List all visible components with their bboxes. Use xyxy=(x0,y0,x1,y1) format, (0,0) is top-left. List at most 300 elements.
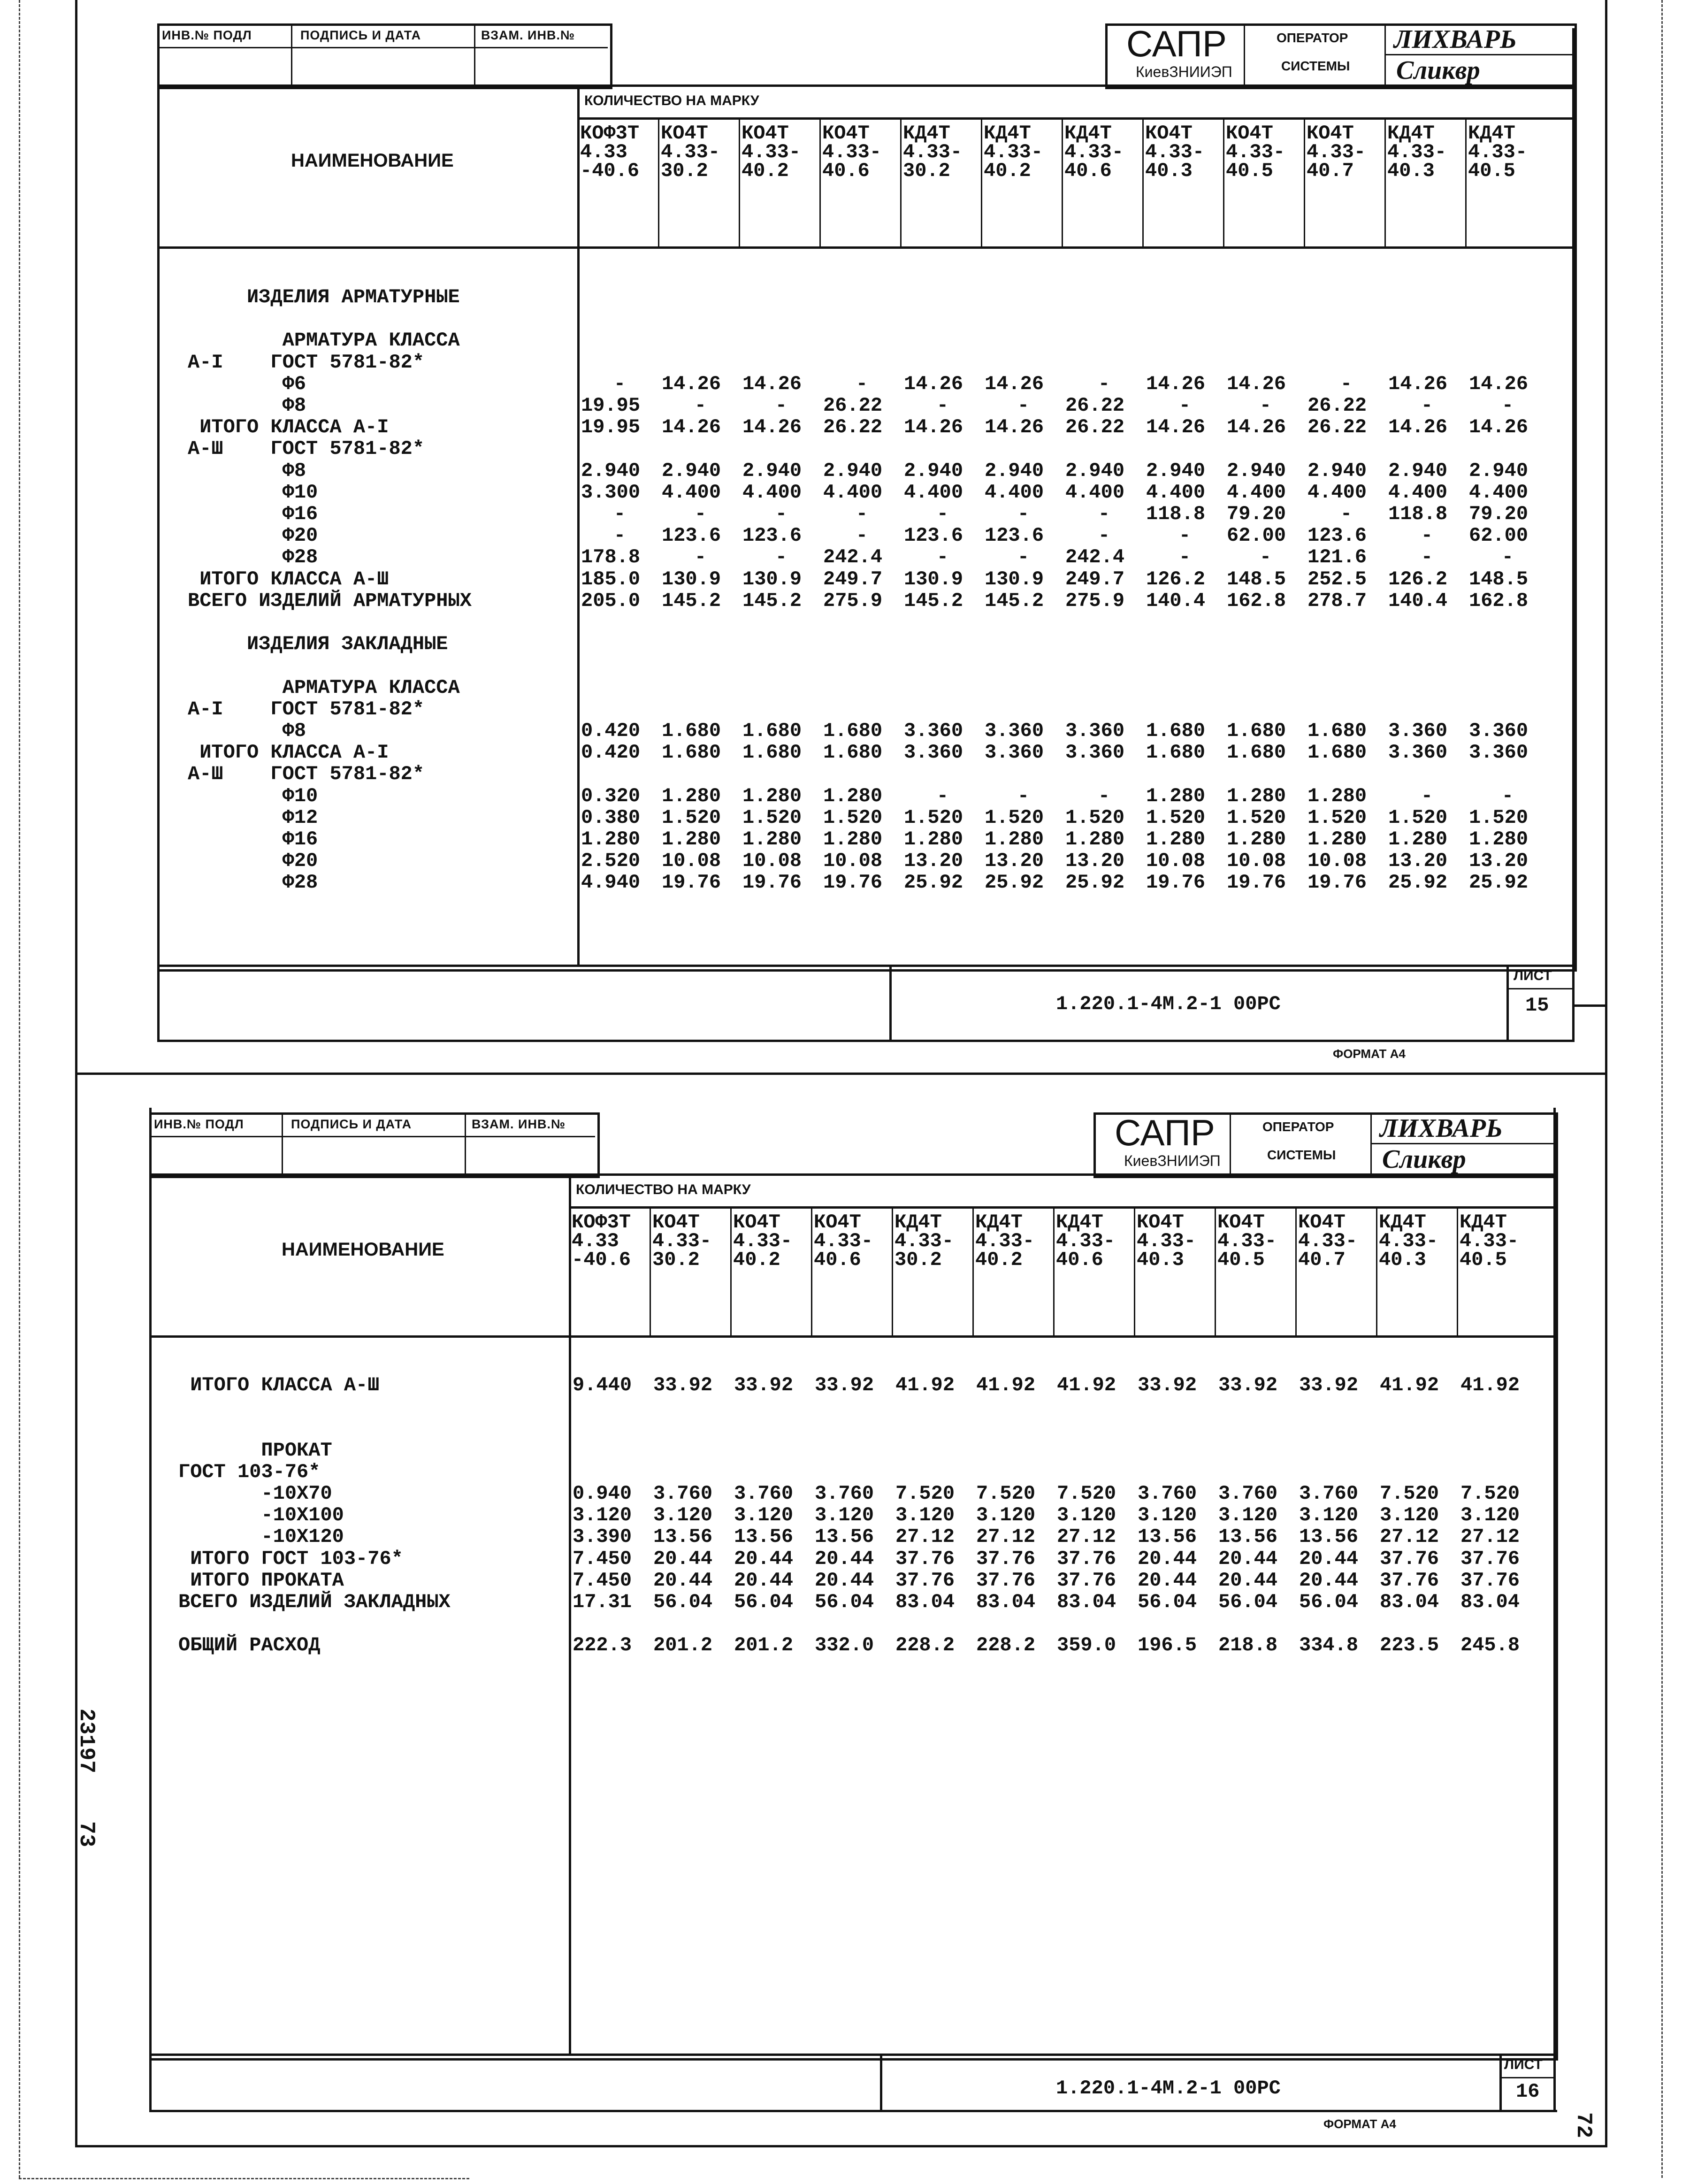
column-header-line: 4.33- xyxy=(742,141,801,163)
row-value: - xyxy=(1259,546,1272,569)
row-label: А-I ГОСТ 5781-82* xyxy=(188,697,425,720)
row-value: 1.280 xyxy=(742,784,802,807)
column-header-line: 4.33- xyxy=(895,1230,954,1252)
operator-name: ЛИХВАРЬ xyxy=(1394,25,1517,54)
row-value: 4.400 xyxy=(985,481,1044,504)
row-value: - xyxy=(1421,784,1433,807)
row-value: 83.04 xyxy=(1460,1591,1520,1613)
row-value: 13.56 xyxy=(1299,1525,1359,1548)
row-value: 2.940 xyxy=(1469,459,1529,482)
row-value: 2.940 xyxy=(581,459,641,482)
operator-label-2: ОПЕРАТОР xyxy=(1262,1119,1334,1134)
row-label: ИТОГО КЛАССА А-Ш xyxy=(178,1374,380,1396)
row-value: 83.04 xyxy=(1057,1591,1116,1613)
row-label: Ф10 xyxy=(188,784,318,807)
row-value: 25.92 xyxy=(985,871,1044,894)
row-value: 1.280 xyxy=(985,828,1044,851)
row-value: - xyxy=(694,503,707,525)
row-value: 3.120 xyxy=(895,1504,955,1527)
column-divider xyxy=(1134,1206,1135,1335)
column-header-line: 40.5 xyxy=(1460,1249,1507,1271)
row-label: А-Ш ГОСТ 5781-82* xyxy=(188,763,425,786)
row-value: 33.92 xyxy=(734,1374,794,1396)
column-header-line: 40.2 xyxy=(742,160,789,182)
corner-number-72: 72 xyxy=(1571,2112,1596,2138)
row-value: 37.76 xyxy=(1460,1547,1520,1570)
row-value: 3.120 xyxy=(1057,1504,1116,1527)
row-value: 13.56 xyxy=(1138,1525,1197,1548)
column-header-line: КО4Т xyxy=(733,1211,780,1234)
row-value: 83.04 xyxy=(1380,1591,1439,1613)
column-divider xyxy=(730,1206,732,1335)
row-value: 178.8 xyxy=(581,546,641,569)
column-header-line: 40.7 xyxy=(1298,1249,1346,1271)
row-value: - xyxy=(1017,784,1030,807)
row-value: - xyxy=(694,546,707,569)
row-value: - xyxy=(856,372,868,395)
row-value: 3.120 xyxy=(1460,1504,1520,1527)
row-value: 245.8 xyxy=(1460,1634,1520,1657)
row-value: 2.940 xyxy=(904,459,963,482)
column-header-line: 4.33- xyxy=(733,1230,793,1252)
column-header-line: КО4Т xyxy=(1226,122,1273,145)
column-header-line: КД4Т xyxy=(903,122,950,145)
row-value: 249.7 xyxy=(1065,567,1125,590)
list-label-15: ЛИСТ xyxy=(1514,968,1552,983)
column-header-line: 4.33 xyxy=(572,1230,619,1252)
column-header-line: 4.33- xyxy=(1145,141,1205,163)
row-value: 3.760 xyxy=(734,1482,794,1505)
column-divider xyxy=(739,117,740,246)
row-value: 26.22 xyxy=(1307,416,1367,439)
row-value: 126.2 xyxy=(1146,567,1206,590)
row-value: 19.76 xyxy=(1146,871,1206,894)
row-value: 1.280 xyxy=(1146,828,1206,851)
row-label: Ф20 xyxy=(188,850,318,873)
row-label: А-I ГОСТ 5781-82* xyxy=(188,351,425,374)
column-header-line: 4.33- xyxy=(1379,1230,1438,1252)
row-value: 7.520 xyxy=(976,1482,1036,1505)
row-value: 1.280 xyxy=(823,828,883,851)
row-value: 33.92 xyxy=(1299,1374,1359,1396)
row-label: ИТОГО КЛАССА А-I xyxy=(188,416,389,439)
row-value: 3.360 xyxy=(1388,741,1448,764)
row-value: 1.280 xyxy=(1469,828,1529,851)
row-value: 121.6 xyxy=(1307,546,1367,569)
row-value: 1.520 xyxy=(904,806,963,829)
row-value: 1.680 xyxy=(742,741,802,764)
row-value: 126.2 xyxy=(1388,567,1448,590)
podpis-data-label-2: ПОДПИСЬ И ДАТА xyxy=(291,1117,412,1131)
row-value: 118.8 xyxy=(1388,503,1448,525)
row-value: 33.92 xyxy=(815,1374,874,1396)
row-value: 4.400 xyxy=(742,481,802,504)
row-value: 2.940 xyxy=(823,459,883,482)
row-label: Ф12 xyxy=(188,806,318,829)
row-value: 0.420 xyxy=(581,720,641,742)
row-value: 1.680 xyxy=(1307,720,1367,742)
row-value: 334.8 xyxy=(1299,1634,1359,1657)
row-value: 1.280 xyxy=(1307,828,1367,851)
row-value: 3.760 xyxy=(1138,1482,1197,1505)
operator-label: ОПЕРАТОР xyxy=(1277,31,1348,45)
row-value: 123.6 xyxy=(662,524,721,547)
row-value: 1.520 xyxy=(1388,806,1448,829)
row-value: 3.120 xyxy=(1380,1504,1439,1527)
column-header-line: 4.33- xyxy=(661,141,720,163)
row-value: 1.520 xyxy=(1307,806,1367,829)
column-header-line: 4.33- xyxy=(903,141,963,163)
row-value: 20.44 xyxy=(1218,1547,1278,1570)
column-header-line: 40.7 xyxy=(1307,160,1354,182)
column-header-line: 4.33- xyxy=(822,141,882,163)
row-value: - xyxy=(936,394,949,417)
row-value: 33.92 xyxy=(1138,1374,1197,1396)
row-value: 1.280 xyxy=(1227,784,1286,807)
row-value: 1.680 xyxy=(1227,720,1286,742)
row-label: Ф28 xyxy=(188,546,318,569)
column-divider xyxy=(972,1206,974,1335)
row-value: 1.680 xyxy=(1227,741,1286,764)
org-name-2: КиевЗНИИЭП xyxy=(1124,1152,1221,1169)
row-value: 145.2 xyxy=(662,589,721,612)
row-value: - xyxy=(1340,503,1353,525)
row-value: 17.31 xyxy=(573,1591,632,1613)
row-label: -10Х100 xyxy=(178,1504,344,1527)
column-header-line: 40.2 xyxy=(975,1249,1023,1271)
row-value: 27.12 xyxy=(1460,1525,1520,1548)
row-value: 13.56 xyxy=(734,1525,794,1548)
row-value: - xyxy=(1017,503,1030,525)
row-value: 162.8 xyxy=(1469,589,1529,612)
row-value: 1.520 xyxy=(823,806,883,829)
row-value: 1.520 xyxy=(1065,806,1125,829)
row-value: 1.520 xyxy=(662,806,721,829)
row-value: 1.280 xyxy=(662,828,721,851)
sistemy-label: СИСТЕМЫ xyxy=(1281,59,1350,73)
row-value: - xyxy=(936,784,949,807)
row-value: - xyxy=(1098,503,1110,525)
row-value: 37.76 xyxy=(1380,1569,1439,1592)
column-header-line: 4.33- xyxy=(1468,141,1528,163)
row-value: 123.6 xyxy=(904,524,963,547)
row-value: - xyxy=(1340,372,1353,395)
row-value: 3.760 xyxy=(1299,1482,1359,1505)
row-value: 56.04 xyxy=(1218,1591,1278,1613)
row-value: 83.04 xyxy=(895,1591,955,1613)
column-header-line: КО4Т xyxy=(1217,1211,1265,1234)
table-frame-2 xyxy=(149,1173,1558,2061)
row-value: 20.44 xyxy=(1299,1569,1359,1592)
column-divider xyxy=(1053,1206,1055,1335)
row-value: 3.360 xyxy=(985,741,1044,764)
row-value: 41.92 xyxy=(976,1374,1036,1396)
row-label: Ф16 xyxy=(188,503,318,525)
row-value: 1.280 xyxy=(1227,828,1286,851)
row-value: 0.940 xyxy=(573,1482,632,1505)
row-value: 2.940 xyxy=(662,459,721,482)
column-header-line: КОФ3Т xyxy=(572,1211,631,1234)
column-divider xyxy=(1384,117,1386,246)
row-value: 222.3 xyxy=(573,1634,632,1657)
row-label: Ф28 xyxy=(188,871,318,894)
row-value: 10.08 xyxy=(662,850,721,873)
row-value: - xyxy=(1098,784,1110,807)
row-value: 4.400 xyxy=(1307,481,1367,504)
column-header-line: КО4Т xyxy=(814,1211,861,1234)
row-value: - xyxy=(613,503,626,525)
row-value: 10.08 xyxy=(1227,850,1286,873)
row-label: ИТОГО ГОСТ 103-76* xyxy=(178,1547,403,1570)
row-value: 25.92 xyxy=(1469,871,1529,894)
row-value: 56.04 xyxy=(815,1591,874,1613)
row-value: 3.760 xyxy=(653,1482,713,1505)
row-value: 3.360 xyxy=(1469,720,1529,742)
row-value: 33.92 xyxy=(653,1374,713,1396)
column-header-line: -40.6 xyxy=(572,1249,631,1271)
row-value: - xyxy=(775,546,787,569)
row-value: - xyxy=(1501,394,1514,417)
row-value: 359.0 xyxy=(1057,1634,1116,1657)
row-value: 19.95 xyxy=(581,394,641,417)
column-header-line: 30.2 xyxy=(661,160,708,182)
row-value: 10.08 xyxy=(1307,850,1367,873)
side-number-73: 73 xyxy=(74,1821,99,1847)
cut-line-bottom xyxy=(19,2178,469,2179)
row-value: 37.76 xyxy=(1380,1547,1439,1570)
list-number-15: 15 xyxy=(1525,994,1549,1017)
row-value: 1.280 xyxy=(1065,828,1125,851)
row-value: - xyxy=(856,503,868,525)
row-value: 223.5 xyxy=(1380,1634,1439,1657)
row-value: 1.280 xyxy=(904,828,963,851)
row-value: 162.8 xyxy=(1227,589,1286,612)
row-value: - xyxy=(1178,524,1191,547)
row-value: 37.76 xyxy=(1057,1569,1116,1592)
row-value: 83.04 xyxy=(976,1591,1036,1613)
column-header-line: 40.3 xyxy=(1387,160,1435,182)
row-value: - xyxy=(1098,524,1110,547)
column-header-line: 40.3 xyxy=(1137,1249,1184,1271)
column-header-line: 4.33- xyxy=(1387,141,1447,163)
row-value: 37.76 xyxy=(1460,1569,1520,1592)
cut-line-left xyxy=(19,0,20,2178)
list-number-16: 16 xyxy=(1516,2080,1540,2103)
row-value: - xyxy=(1178,546,1191,569)
row-value: 20.44 xyxy=(1138,1547,1197,1570)
row-value: 148.5 xyxy=(1469,567,1529,590)
column-header-line: 4.33- xyxy=(975,1230,1035,1252)
row-value: 37.76 xyxy=(895,1569,955,1592)
row-value: 123.6 xyxy=(742,524,802,547)
column-divider xyxy=(819,117,821,246)
row-value: 14.26 xyxy=(904,372,963,395)
row-label: -10Х70 xyxy=(178,1482,332,1505)
column-header-line: КД4Т xyxy=(1379,1211,1426,1234)
column-header-line: 40.5 xyxy=(1468,160,1515,182)
row-value: 1.280 xyxy=(1146,784,1206,807)
row-value: - xyxy=(613,524,626,547)
row-value: 252.5 xyxy=(1307,567,1367,590)
kolichestvo-label: КОЛИЧЕСТВО НА МАРКУ xyxy=(584,93,759,108)
row-value: 3.360 xyxy=(1469,741,1529,764)
row-label: Ф8 xyxy=(188,459,306,482)
row-value: 79.20 xyxy=(1227,503,1286,525)
row-label: АРМАТУРА КЛАССА xyxy=(188,329,460,352)
row-value: 1.680 xyxy=(1307,741,1367,764)
row-value: 145.2 xyxy=(985,589,1044,612)
column-header-line: 40.5 xyxy=(1217,1249,1265,1271)
column-header-line: 40.6 xyxy=(1056,1249,1103,1271)
row-value: 1.680 xyxy=(662,720,721,742)
naimenovanie-label-2: НАИМЕНОВАНИЕ xyxy=(282,1239,444,1260)
row-value: 14.26 xyxy=(985,372,1044,395)
row-value: 13.20 xyxy=(1469,850,1529,873)
row-value: 118.8 xyxy=(1146,503,1206,525)
column-header-line: 40.6 xyxy=(822,160,870,182)
row-value: 26.22 xyxy=(1307,394,1367,417)
row-value: 14.26 xyxy=(662,372,721,395)
row-value: 7.450 xyxy=(573,1569,632,1592)
row-value: 1.280 xyxy=(662,784,721,807)
row-label: -10Х120 xyxy=(178,1525,344,1548)
column-header-line: 40.2 xyxy=(984,160,1031,182)
row-value: 140.4 xyxy=(1146,589,1206,612)
column-header-line: 40.3 xyxy=(1145,160,1193,182)
column-header-line: 4.33- xyxy=(1298,1230,1358,1252)
row-label: ГОСТ 103-76* xyxy=(178,1460,321,1483)
row-value: 0.320 xyxy=(581,784,641,807)
column-divider xyxy=(1142,117,1144,246)
row-value: 3.760 xyxy=(815,1482,874,1505)
column-header-line: 4.33- xyxy=(1460,1230,1519,1252)
row-value: 20.44 xyxy=(815,1547,874,1570)
row-value: 1.680 xyxy=(823,741,883,764)
column-header-line: 4.33- xyxy=(1226,141,1285,163)
vzam-inv-label-2: ВЗАМ. ИНВ.№ xyxy=(472,1117,566,1131)
column-header-line: 4.33- xyxy=(814,1230,873,1252)
column-divider xyxy=(658,117,659,246)
vzam-inv-label: ВЗАМ. ИНВ.№ xyxy=(481,28,575,42)
cut-line-right xyxy=(1661,0,1663,2178)
row-value: - xyxy=(1421,394,1433,417)
row-value: 14.26 xyxy=(742,416,802,439)
side-number-23197: 23197 xyxy=(74,1709,99,1774)
row-value: 7.520 xyxy=(1057,1482,1116,1505)
column-header-line: 4.33 xyxy=(580,141,627,163)
row-value: 130.9 xyxy=(662,567,721,590)
column-header-line: КО4Т xyxy=(652,1211,700,1234)
row-value: 3.120 xyxy=(1138,1504,1197,1527)
column-header-line: 40.6 xyxy=(1064,160,1112,182)
row-label: Ф8 xyxy=(188,394,306,417)
column-header-line: 4.33- xyxy=(1217,1230,1277,1252)
row-value: 37.76 xyxy=(895,1547,955,1570)
column-header-line: 40.2 xyxy=(733,1249,780,1271)
row-value: - xyxy=(1421,546,1433,569)
row-value: 3.300 xyxy=(581,481,641,504)
row-value: 4.940 xyxy=(581,871,641,894)
org-name: КиевЗНИИЭП xyxy=(1136,63,1232,80)
row-value: 41.92 xyxy=(1380,1374,1439,1396)
row-value: 20.44 xyxy=(815,1569,874,1592)
row-value: 249.7 xyxy=(823,567,883,590)
row-value: 218.8 xyxy=(1218,1634,1278,1657)
row-value: 201.2 xyxy=(734,1634,794,1657)
column-header-line: КД4Т xyxy=(1460,1211,1507,1234)
row-value: 14.26 xyxy=(1146,416,1206,439)
row-value: 3.360 xyxy=(904,720,963,742)
row-value: 62.00 xyxy=(1469,524,1529,547)
row-value: 7.520 xyxy=(1460,1482,1520,1505)
row-label: ПРОКАТ xyxy=(178,1439,332,1462)
column-header-line: 40.5 xyxy=(1226,160,1273,182)
row-label: ИЗДЕЛИЯ АРМАТУРНЫЕ xyxy=(188,286,460,308)
row-value: 196.5 xyxy=(1138,1634,1197,1657)
row-value: 1.520 xyxy=(1146,806,1206,829)
row-label: Ф8 xyxy=(188,720,306,742)
column-header-line: КД4Т xyxy=(895,1211,942,1234)
row-value: 2.940 xyxy=(1227,459,1286,482)
row-label: Ф20 xyxy=(188,524,318,547)
column-header-line: 4.33- xyxy=(1056,1230,1116,1252)
row-value: 26.22 xyxy=(823,416,883,439)
column-divider xyxy=(1465,117,1467,246)
row-value: 1.520 xyxy=(742,806,802,829)
row-value: 7.520 xyxy=(895,1482,955,1505)
column-header-line: КО4Т xyxy=(742,122,789,145)
row-value: 27.12 xyxy=(976,1525,1036,1548)
column-header-line: 4.33- xyxy=(1137,1230,1196,1252)
row-value: 2.940 xyxy=(1065,459,1125,482)
row-value: 4.400 xyxy=(662,481,721,504)
row-value: 4.400 xyxy=(1388,481,1448,504)
format-label-15: ФОРМАТ А4 xyxy=(1333,1047,1406,1061)
column-header-line: КО4Т xyxy=(822,122,870,145)
row-value: - xyxy=(856,524,868,547)
column-header-line: 40.6 xyxy=(814,1249,861,1271)
column-header-line: 4.33- xyxy=(1064,141,1124,163)
row-value: - xyxy=(775,503,787,525)
row-value: 242.4 xyxy=(823,546,883,569)
row-value: 14.26 xyxy=(1227,372,1286,395)
row-value: 3.120 xyxy=(653,1504,713,1527)
column-header-line: КД4Т xyxy=(975,1211,1023,1234)
row-value: 130.9 xyxy=(742,567,802,590)
row-value: - xyxy=(1259,394,1272,417)
column-divider xyxy=(1457,1206,1458,1335)
row-value: 25.92 xyxy=(1388,871,1448,894)
row-value: 123.6 xyxy=(1307,524,1367,547)
row-value: 1.280 xyxy=(823,784,883,807)
row-value: 0.380 xyxy=(581,806,641,829)
row-label: А-Ш ГОСТ 5781-82* xyxy=(188,437,425,460)
doc-code-15: 1.220.1-4М.2-1 00РС xyxy=(1056,993,1281,1015)
column-header-line: КОФ3Т xyxy=(580,122,640,145)
row-label: ИЗДЕЛИЯ ЗАКЛАДНЫЕ xyxy=(188,633,448,656)
operator-signature: Сликвр xyxy=(1396,56,1480,85)
row-value: 14.26 xyxy=(1388,372,1448,395)
row-value: 10.08 xyxy=(1146,850,1206,873)
row-value: 332.0 xyxy=(815,1634,874,1657)
row-value: 4.400 xyxy=(1146,481,1206,504)
row-value: - xyxy=(936,546,949,569)
row-value: 7.450 xyxy=(573,1547,632,1570)
row-value: 13.20 xyxy=(1388,850,1448,873)
row-value: - xyxy=(1178,394,1191,417)
row-value: 275.9 xyxy=(1065,589,1125,612)
naimenovanie-label: НАИМЕНОВАНИЕ xyxy=(291,150,454,171)
